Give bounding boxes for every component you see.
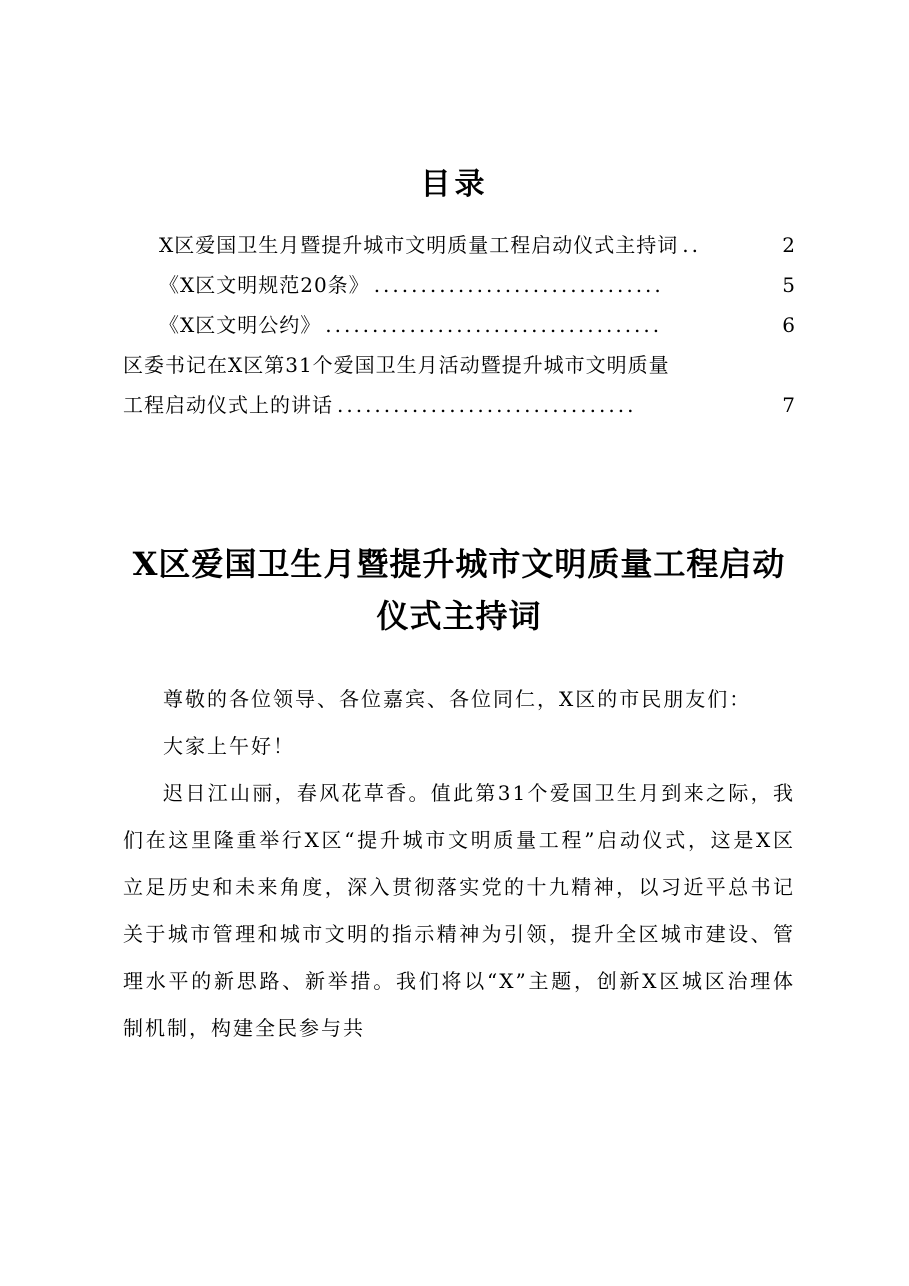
toc-page-number: 2 (782, 233, 795, 257)
toc-leader-dots: ................................ (337, 393, 637, 417)
body-paragraph: 迟日江山丽，春风花草香。值此第31个爱国卫生月到来之际，我们在这里隆重举行X区“提升城市文明质量工程”启动仪式，这是X区立足历史和未来角度，深入贯彻落实党的十九精神，以习近平总书记关于城市管理和城市文明的指示精神为引领，提升全区城市建设、管理水平的新思路、新举措。我们将以“X”主题，创新X区城区治理体制机制，构建全民参与共 (123, 781, 795, 1040)
toc-entry-continued (123, 385, 795, 425)
toc-entry-text: 《X区文明规范20条》 (159, 273, 370, 297)
toc-leader-dots: ............................... (373, 273, 664, 297)
toc-page-number: 5 (782, 273, 795, 297)
body-paragraph: 大家上午好！ (163, 734, 295, 758)
toc-entry[interactable] (123, 305, 795, 345)
toc-page-number: 6 (782, 313, 795, 337)
toc-entry[interactable] (123, 225, 795, 265)
document-title: X区爱国卫生月暨提升城市文明质量工程启动仪式主持词 (132, 545, 786, 635)
toc-page-number: 7 (782, 393, 795, 417)
table-of-contents (123, 225, 795, 425)
toc-leader-dots: .. (682, 233, 701, 257)
toc-leader-dots: .................................... (325, 313, 663, 337)
toc-entry-text: X区爱国卫生月暨提升城市文明质量工程启动仪式主持词 (159, 233, 679, 257)
toc-entry-text: 区委书记在X区第31个爱国卫生月活动暨提升城市文明质量 (123, 353, 670, 377)
toc-entry-text: 工程启动仪式上的讲话 (123, 393, 333, 417)
body-paragraph: 尊敬的各位领导、各位嘉宾、各位同仁，X区的市民朋友们： (163, 687, 752, 711)
document-body (123, 676, 795, 1052)
toc-entry[interactable] (123, 345, 795, 425)
toc-entry[interactable] (123, 265, 795, 305)
toc-title: 目录 (420, 167, 489, 202)
toc-entry-text: 《X区文明公约》 (159, 313, 322, 337)
